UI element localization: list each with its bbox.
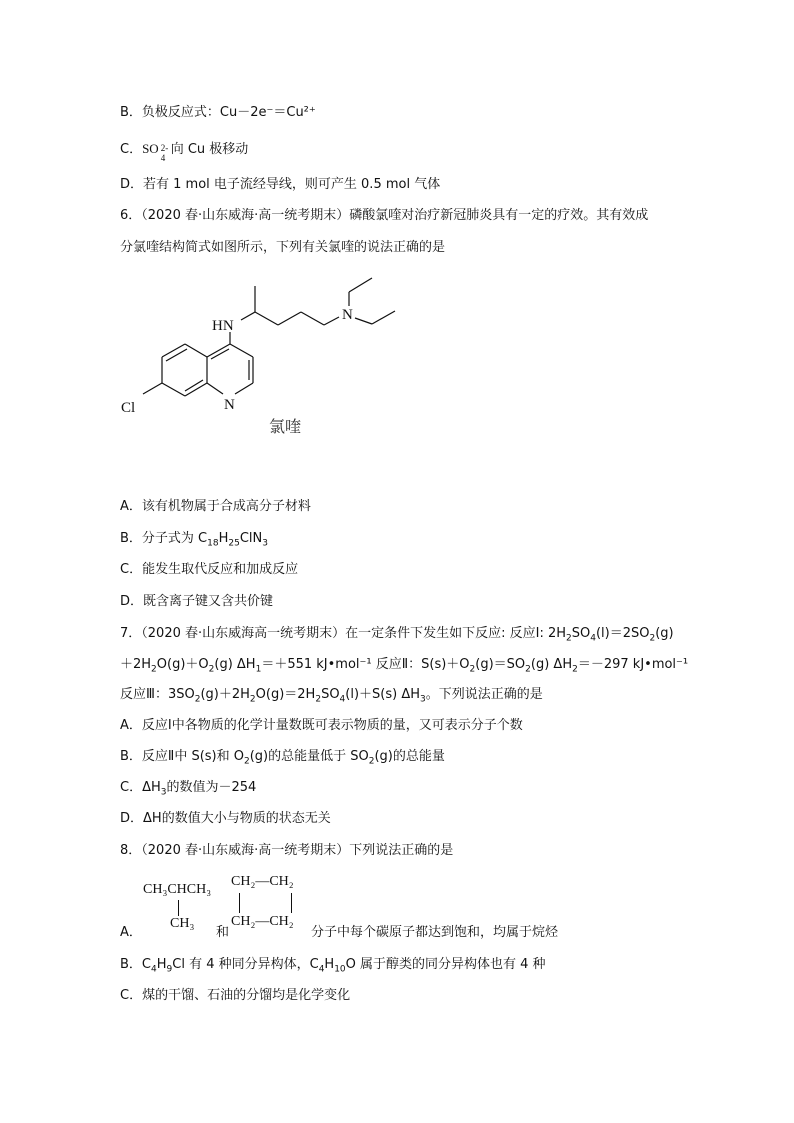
- q7-stem-line3: 反应Ⅲ：$3SO_2(g)+2H_2O(g)=2H_2SO_4(l)+S(s)$ $\Delta H_3$。下列说法正确的是: [120, 687, 543, 705]
- q6-option-a: A．该有机物属于合成高分子材料: [120, 499, 311, 514]
- q5-option-b: B．负极反应式：Cu－2e⁻＝Cu²⁺: [120, 105, 316, 120]
- isobutane-branch-bond: [178, 900, 179, 916]
- chloroquine-structure: [115, 262, 415, 442]
- q8-option-b: B．$C_4H_9Cl$ 有 4 种同分异构体，$C_4H_{10}O$ 属于醇类的同分异构体也有 4 种: [120, 957, 546, 975]
- q6-option-b: B．分子式为 $C_{18}H_{25}ClN_3$: [120, 531, 268, 549]
- sulfate-ion: SO 2- 4: [142, 141, 169, 164]
- amine-n-label: N: [342, 307, 353, 323]
- q5-option-d: D．若有 1 mol 电子流经导线，则可产生 0.5 mol 气体: [120, 177, 441, 192]
- q7-option-d: D．ΔH的数值大小与物质的状态无关: [120, 811, 331, 826]
- cl-label: Cl: [121, 400, 136, 416]
- q5-option-c-text: 向 Cu 极移动: [170, 142, 249, 157]
- cyclobutane-left-bond: [239, 893, 240, 913]
- isobutane-top: CH₃CHCH₃: [143, 882, 212, 897]
- isobutane-bottom: CH₃: [170, 916, 195, 931]
- q7-option-a: A．反应Ⅰ中各物质的化学计量数既可表示物质的量，又可表示分子个数: [120, 718, 523, 733]
- q6-stem-line2: 分氯喹结构简式如图所示，下列有关氯喹的说法正确的是: [120, 240, 446, 255]
- q7-option-b: B．反应Ⅱ中 S(s)和 $O_2(g)$的总能量低于 $SO_2(g)$的总能量: [120, 749, 445, 767]
- q7-stem-line2: $+2H_2O(g)+O_2(g)$ $\Delta H_1=+551$ kJ•mol⁻¹ 反应Ⅱ：$S(s)+O_2(g)=SO_2(g)$ $\Delta H_2=-297$ kJ•mol⁻¹: [120, 657, 689, 675]
- cyclobutane-bottom: CH₂—CH₂: [231, 914, 294, 929]
- q8-option-c: C．煤的干馏、石油的分馏均是化学变化: [120, 988, 351, 1003]
- cyclobutane-right-bond: [291, 893, 292, 913]
- isobutane-structure: [143, 882, 223, 934]
- q8-option-a-text: 分子中每个碳原子都达到饱和，均属于烷烃: [311, 925, 559, 940]
- q6-stem-line1: 6．（2020 春·山东威海·高一统考期末）磷酸氯喹对治疗新冠肺炎具有一定的疗效。其有效成: [120, 208, 649, 223]
- ring-n-label: N: [224, 397, 235, 413]
- q8-and: 和: [216, 925, 230, 940]
- hn-label: HN: [212, 318, 234, 334]
- q5-option-c-label: C．: [120, 142, 143, 157]
- structure-caption: 氯喹: [269, 419, 302, 436]
- cyclobutane-structure: [231, 874, 311, 934]
- q7-stem-line1: 7．（2020 春·山东威海高一统考期末）在一定条件下发生如下反应: 反应Ⅰ: $2H_2SO_4(l)=2SO_2(g)$: [120, 626, 674, 644]
- q6-option-c: C．能发生取代反应和加成反应: [120, 562, 299, 577]
- q8-stem: 8．（2020 春·山东威海·高一统考期末）下列说法正确的是: [120, 843, 454, 858]
- q8-option-a-label: A．: [120, 925, 142, 940]
- q5-option-c: [120, 140, 249, 164]
- q7-option-c: C．$\Delta H_3$的数值为－254: [120, 780, 257, 798]
- q6-option-d: D．既含离子键又含共价键: [120, 594, 274, 609]
- cyclobutane-top: CH₂—CH₂: [231, 874, 294, 889]
